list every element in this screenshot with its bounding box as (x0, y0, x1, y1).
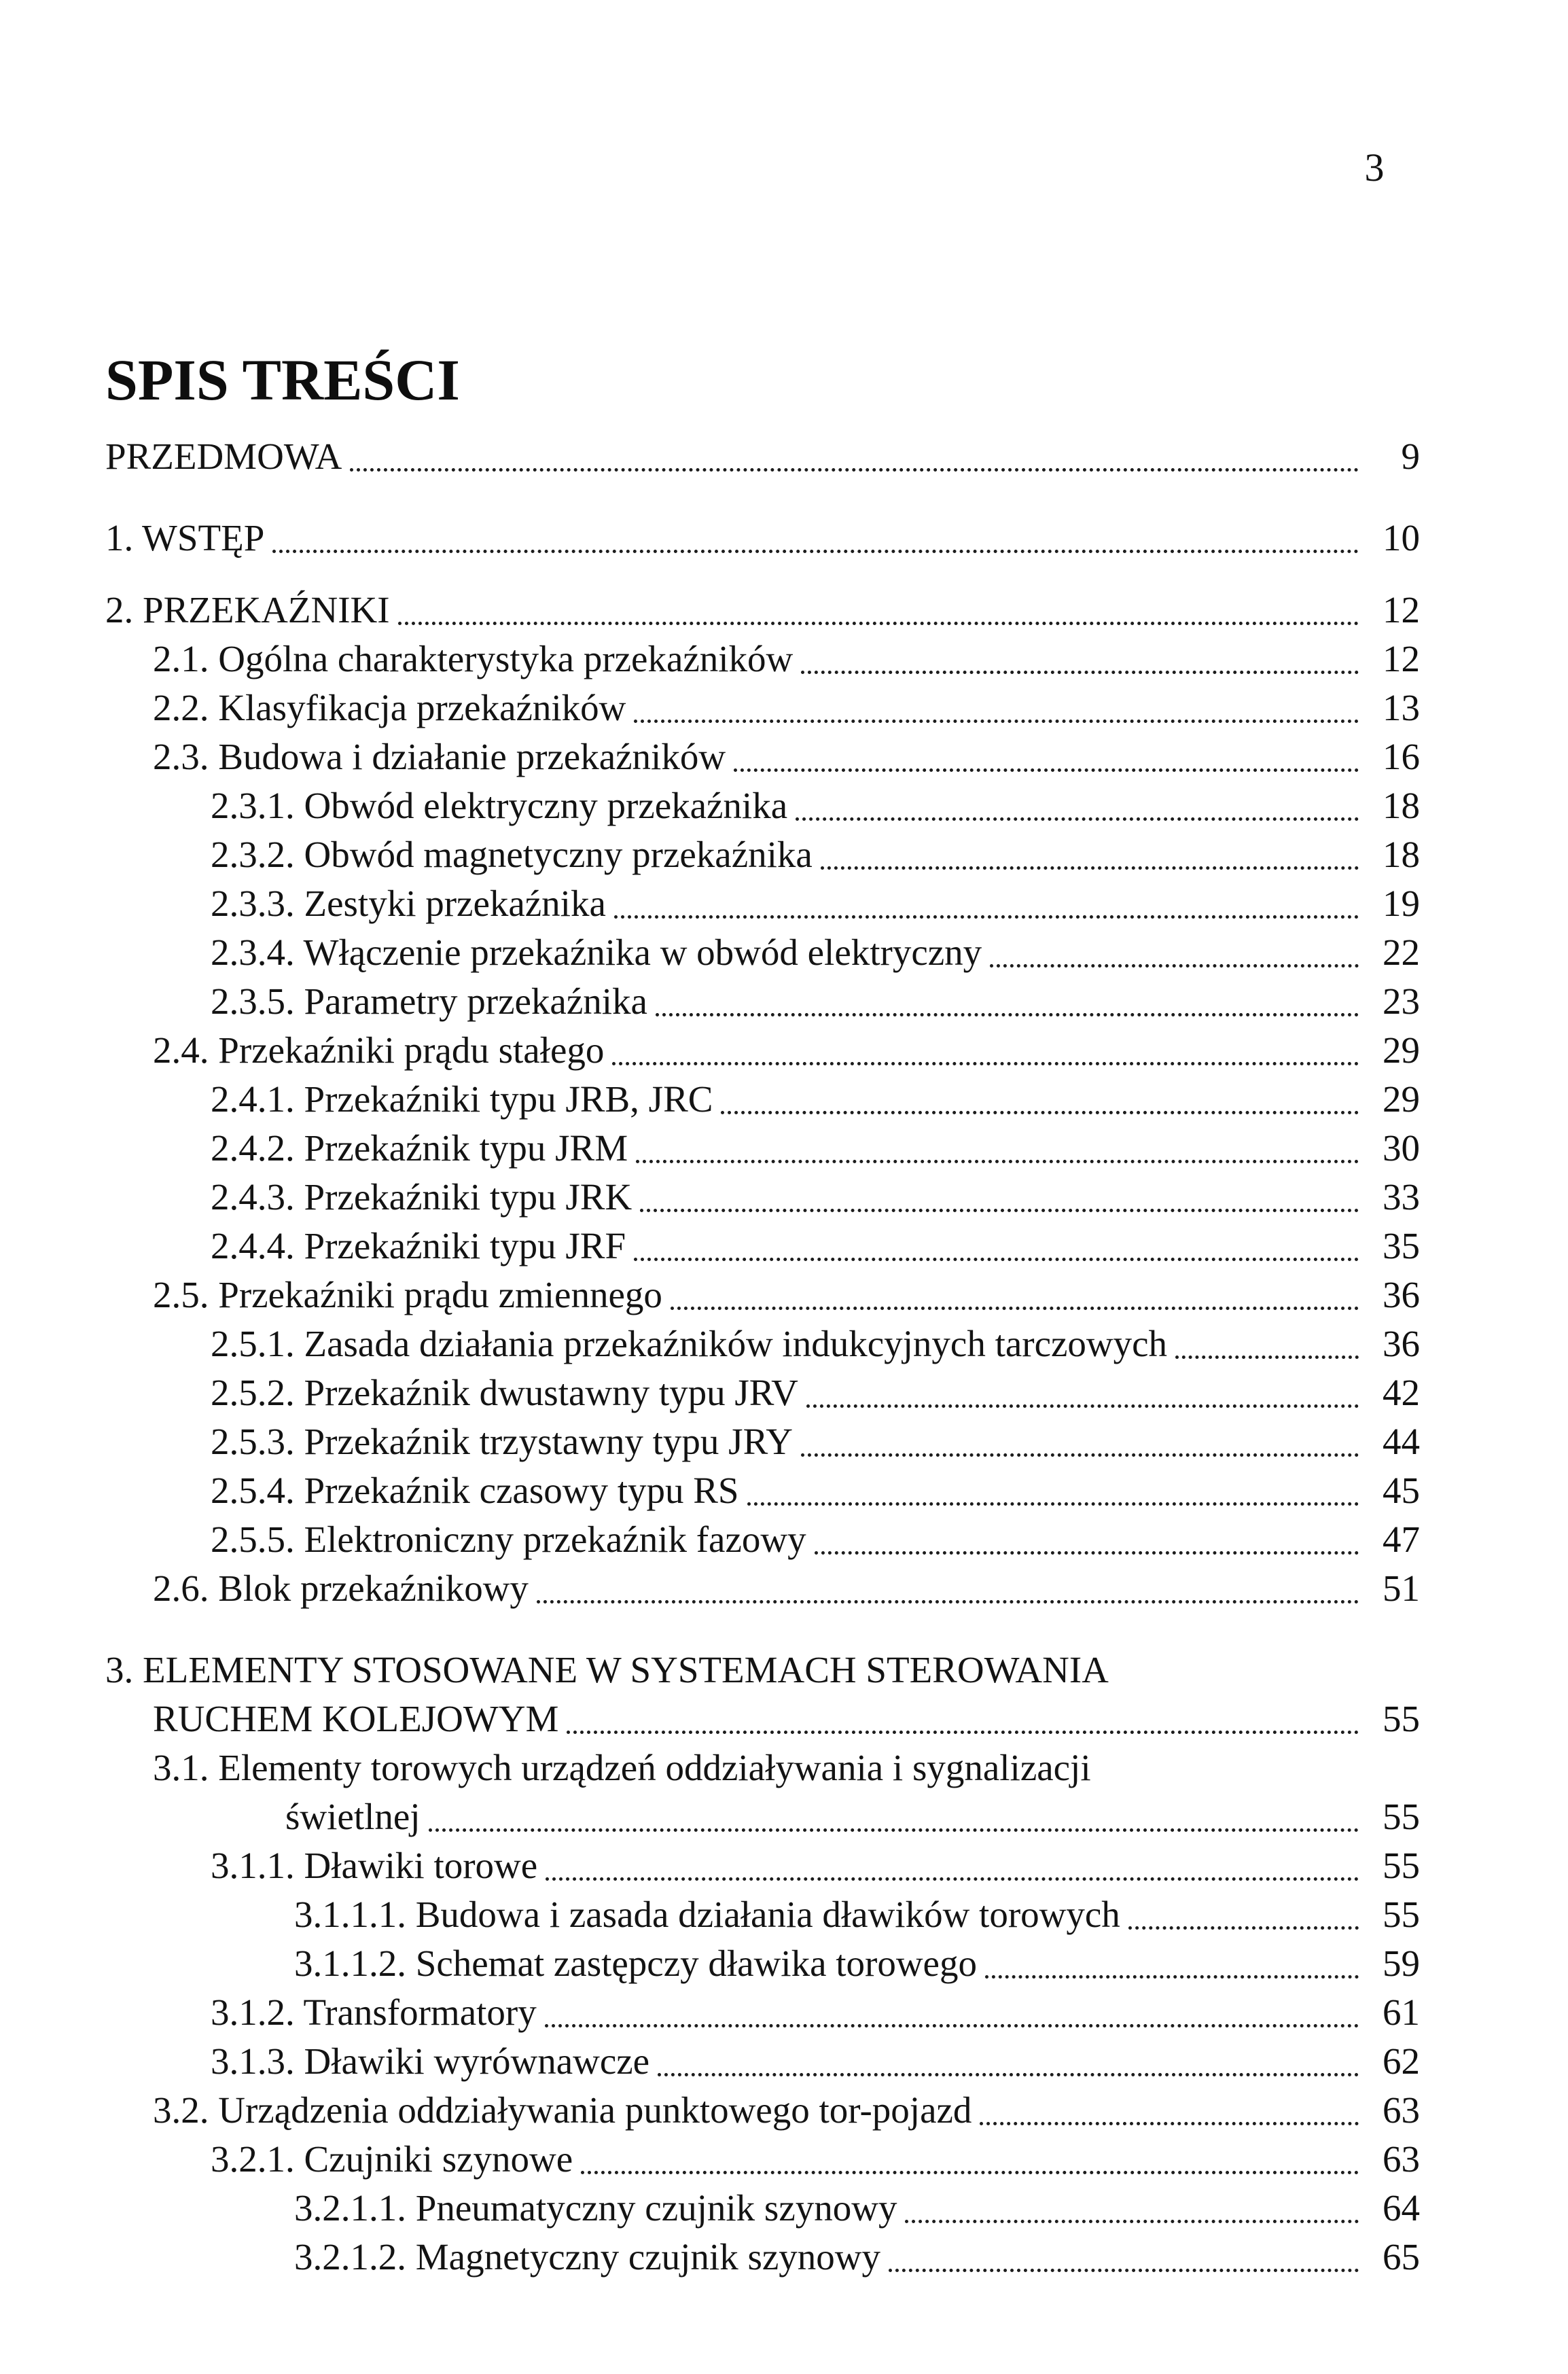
dot-leader (614, 915, 1359, 919)
entry-label: 2.3. Budowa i działanie przekaźników (153, 736, 726, 777)
toc-entry (105, 879, 1420, 928)
dot-leader (1175, 1356, 1359, 1359)
toc-entry (105, 928, 1420, 977)
entry-page-number: 65 (1383, 2236, 1420, 2278)
toc-entry (105, 635, 1420, 684)
entry-page-number: 12 (1383, 638, 1420, 679)
dot-leader (1128, 1926, 1359, 1930)
entry-page-number: 36 (1383, 1274, 1420, 1315)
dot-leader (806, 1404, 1359, 1408)
dot-leader (546, 1877, 1359, 1881)
dot-leader (398, 622, 1359, 625)
entry-label: 2.5.4. Przekaźnik czasowy typu RS (211, 1470, 739, 1511)
toc-entry (105, 1515, 1420, 1564)
entry-label: 2.1. Ogólna charakterystyka przekaźników (153, 638, 794, 679)
entry-page-number: 9 (1401, 436, 1420, 477)
dot-leader (634, 720, 1359, 723)
toc-entry (105, 1271, 1420, 1319)
dot-leader (905, 2220, 1359, 2223)
dot-leader (990, 964, 1359, 968)
entry-label: 2.5. Przekaźniki prądu zmiennego (153, 1274, 662, 1315)
entry-label: 3.1.2. Transformatory (211, 1991, 537, 2033)
dot-leader (634, 1258, 1359, 1261)
entry-label: PRZEDMOWA (105, 436, 342, 477)
entry-label: 3.1.1.1. Budowa i zasada działania dławików torowych (294, 1894, 1120, 1935)
dot-leader (815, 1551, 1359, 1555)
entry-label: 2.3.5. Parametry przekaźnika (211, 980, 647, 1022)
entry-label: 2.5.5. Elektroniczny przekaźnik fazowy (211, 1519, 806, 1560)
entry-page-number: 18 (1383, 834, 1420, 875)
toc-entry (105, 2037, 1420, 2086)
toc-entry (105, 732, 1420, 781)
entry-page-number: 30 (1383, 1127, 1420, 1169)
entry-label: 1. WSTĘP (105, 517, 265, 559)
entry-page-number: 45 (1383, 1470, 1420, 1511)
corner-page-number: 3 (1364, 145, 1385, 190)
toc-entry (105, 1222, 1420, 1271)
toc-entry (105, 684, 1420, 732)
dot-leader (801, 1453, 1359, 1457)
dot-leader (350, 468, 1359, 472)
entry-label: 2.2. Klasyfikacja przekaźników (153, 687, 626, 728)
entry-label: 3. ELEMENTY STOSOWANE W SYSTEMACH STEROWANIA (105, 1649, 1109, 1690)
toc-entry (105, 1368, 1420, 1417)
dot-leader (980, 2122, 1359, 2125)
entry-page-number: 42 (1383, 1372, 1420, 1413)
entry-page-number: 62 (1383, 2040, 1420, 2082)
entry-page-number: 51 (1383, 1567, 1420, 1609)
entry-label: 2.4.3. Przekaźniki typu JRK (211, 1176, 632, 1218)
entry-page-number: 55 (1383, 1894, 1420, 1935)
entry-page-number: 12 (1383, 589, 1420, 631)
dot-leader (889, 2269, 1359, 2272)
dot-leader (567, 1731, 1359, 1734)
entry-label: RUCHEM KOLEJOWYM (153, 1698, 559, 1739)
entry-label: 3.2.1. Czujniki szynowe (211, 2138, 573, 2180)
entry-page-number: 35 (1383, 1225, 1420, 1266)
entry-page-number: 64 (1383, 2187, 1420, 2229)
dot-leader (545, 2024, 1359, 2027)
dot-leader (656, 1013, 1359, 1016)
entry-label: 3.1.3. Dławiki wyrównawcze (211, 2040, 650, 2082)
toc-entry (105, 1564, 1420, 1613)
entry-label: 3.2. Urządzenia oddziaływania punktowego tor-pojazd (153, 2089, 972, 2131)
entry-label: 2.4.4. Przekaźniki typu JRF (211, 1225, 626, 1266)
toc-entry (105, 2233, 1420, 2282)
entry-label: 2.3.4. Włączenie przekaźnika w obwód elektryczny (211, 932, 982, 973)
entry-page-number: 19 (1383, 883, 1420, 924)
dot-leader (796, 817, 1359, 821)
entry-page-number: 36 (1383, 1323, 1420, 1364)
dot-leader (801, 671, 1359, 674)
entry-label: 2.5.2. Przekaźnik dwustawny typu JRV (211, 1372, 798, 1413)
dot-leader (721, 1111, 1359, 1114)
entry-label: 2.3.2. Obwód magnetyczny przekaźnika (211, 834, 813, 875)
entry-label: 2.3.1. Obwód elektryczny przekaźnika (211, 785, 788, 826)
entry-page-number: 55 (1383, 1796, 1420, 1837)
entry-label: 2.5.3. Przekaźnik trzystawny typu JRY (211, 1421, 793, 1462)
page-title: SPIS TREŚCI (105, 347, 460, 412)
toc-entry (105, 1075, 1420, 1124)
entry-page-number: 10 (1383, 517, 1420, 559)
dot-leader (821, 866, 1359, 870)
toc-entry (105, 1841, 1420, 1890)
toc-entry (105, 1890, 1420, 1939)
entry-page-number: 22 (1383, 932, 1420, 973)
entry-page-number: 63 (1383, 2089, 1420, 2131)
dot-leader (658, 2073, 1359, 2076)
toc-entry (105, 1026, 1420, 1075)
toc-entry (105, 1939, 1420, 1988)
entry-label: 2.4. Przekaźniki prądu stałego (153, 1029, 605, 1071)
entry-page-number: 59 (1383, 1943, 1420, 1984)
toc-entry (105, 1988, 1420, 2037)
toc-entry-continuation (105, 1695, 1420, 1743)
entry-label: 2.4.2. Przekaźnik typu JRM (211, 1127, 628, 1169)
entry-page-number: 33 (1383, 1176, 1420, 1218)
toc-entry (105, 1319, 1420, 1368)
entry-label: 2.6. Blok przekaźnikowy (153, 1567, 529, 1609)
toc-entry (105, 1417, 1420, 1466)
dot-leader (985, 1975, 1359, 1979)
entry-label: 3.1.1.2. Schemat zastępczy dławika torowego (294, 1943, 977, 1984)
entry-label: 3.2.1.1. Pneumatyczny czujnik szynowy (294, 2187, 897, 2229)
dot-leader (734, 768, 1359, 772)
entry-label: świetlnej (285, 1796, 421, 1837)
toc-entry (105, 586, 1420, 635)
entry-page-number: 18 (1383, 785, 1420, 826)
entry-page-number: 23 (1383, 980, 1420, 1022)
dot-leader (272, 550, 1359, 553)
dot-leader (537, 1600, 1359, 1604)
entry-label: 3.1. Elementy torowych urządzeń oddziaływania i sygnalizacji (153, 1747, 1091, 1788)
toc-entry-continuation (105, 1792, 1420, 1841)
toc-entry (105, 1466, 1420, 1515)
toc-entry (105, 781, 1420, 830)
entry-label: 2. PRZEKAŹNIKI (105, 589, 390, 631)
toc-entry (105, 432, 1420, 481)
dot-leader (671, 1307, 1359, 1310)
entry-page-number: 55 (1383, 1845, 1420, 1886)
toc-entry (105, 977, 1420, 1026)
toc-entry (105, 2184, 1420, 2233)
entry-label: 3.2.1.2. Magnetyczny czujnik szynowy (294, 2236, 881, 2278)
toc-entry (105, 1646, 1420, 1695)
entry-page-number: 29 (1383, 1029, 1420, 1071)
toc-entry (105, 1124, 1420, 1173)
entry-page-number: 29 (1383, 1078, 1420, 1120)
entry-page-number: 44 (1383, 1421, 1420, 1462)
toc-entry (105, 1173, 1420, 1222)
toc-list (105, 432, 1420, 2282)
entry-page-number: 55 (1383, 1698, 1420, 1739)
entry-label: 2.3.3. Zestyki przekaźnika (211, 883, 606, 924)
entry-page-number: 63 (1383, 2138, 1420, 2180)
entry-page-number: 61 (1383, 1991, 1420, 2033)
dot-leader (640, 1209, 1359, 1212)
entry-page-number: 47 (1383, 1519, 1420, 1560)
toc-entry (105, 1743, 1420, 1792)
dot-leader (747, 1502, 1359, 1506)
dot-leader (581, 2171, 1359, 2174)
toc-entry (105, 2135, 1420, 2184)
entry-page-number: 13 (1383, 687, 1420, 728)
toc-entry (105, 2086, 1420, 2135)
dot-leader (636, 1160, 1359, 1163)
toc-entry (105, 514, 1420, 563)
entry-label: 2.4.1. Przekaźniki typu JRB, JRC (211, 1078, 713, 1120)
dot-leader (429, 1828, 1359, 1832)
toc-entry (105, 830, 1420, 879)
entry-page-number: 16 (1383, 736, 1420, 777)
entry-label: 3.1.1. Dławiki torowe (211, 1845, 538, 1886)
dot-leader (612, 1062, 1359, 1065)
entry-label: 2.5.1. Zasada działania przekaźników indukcyjnych tarczowych (211, 1323, 1168, 1364)
